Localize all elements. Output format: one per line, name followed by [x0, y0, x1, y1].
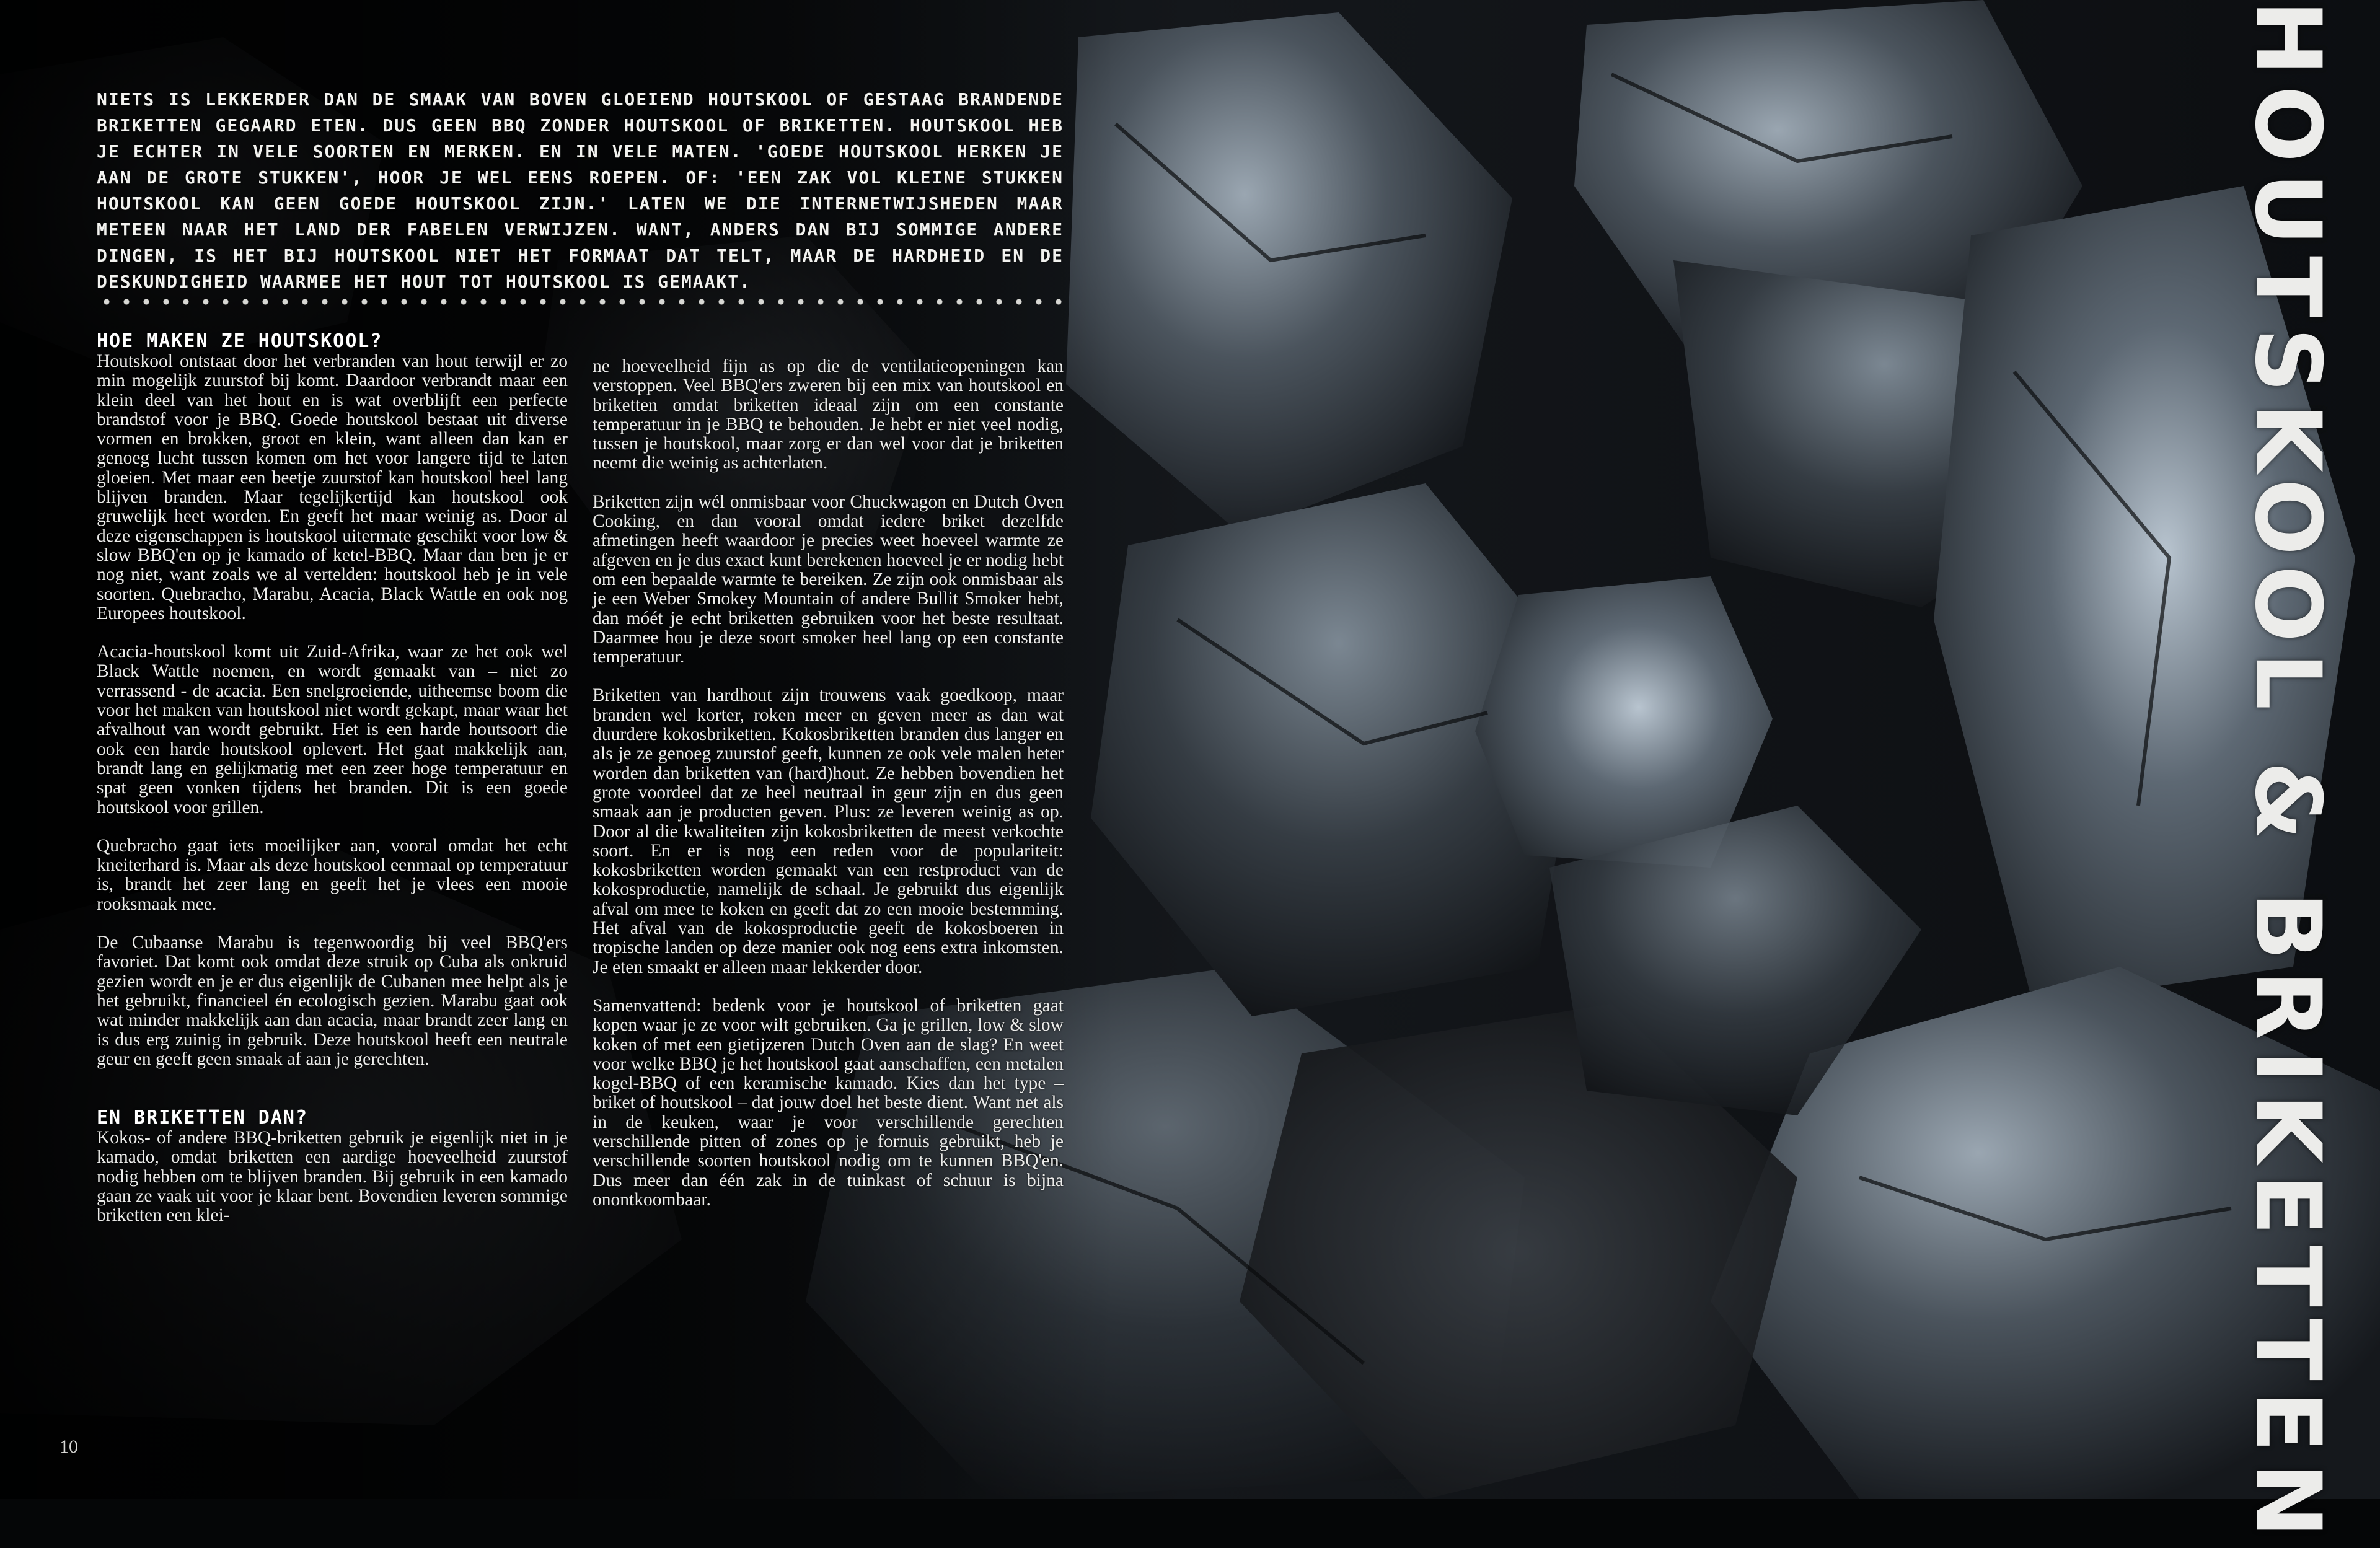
paragraph: Briketten zijn wél onmisbaar voor Chuckwagon en Dutch Oven Cooking, en dan vooral omdat iedere briket dezelfde afmetingen heeft waardoor je precies weet hoeveel warmte ze afgeven en je dus exact kunt berekenen hoeveel je er nodig hebt om een bepaalde warmte te bereiken. Ze zijn ook onmisbaar als je een Weber Smokey Mountain of andere Bullit Smoker hebt, dan móét je echt briketten gebruiken voor het beste resultaat. Daarmee hou je deze soort smoker heel lang op een constante temperatuur.	[593, 491, 1064, 667]
paragraph: ne hoeveelheid fijn as op die de ventilatieopeningen kan verstoppen. Veel BBQ'ers zweren bij een mix van houtskool en briketten omdat briketten ideaal zijn om een constante temperatuur in je BBQ te behouden. Je hebt er niet veel nodig, tussen je houtskool, maar zorg er dan wel voor dat je briketten neemt die weinig as achterlaten.	[593, 356, 1064, 473]
paragraph: Briketten van hardhout zijn trouwens vaak goedkoop, maar branden wel korter, roken meer en geven meer as dan wat duurdere kokosbriketten. Kokosbriketten branden dus langer en als je ze genoeg zuurstof geeft, kunnen ze ook vele malen heter worden dan briketten van (hard)hout. Ze hebben bovendien het grote voordeel dat ze heel neutraal in geur zijn en dus geen smaak aan je producten geven. Plus: ze leveren weinig as op. Door al die kwaliteiten zijn kokosbriketten de meest verkochte soort. En er is nog een reden voor de populariteit: kokosbriketten worden gemaakt van een restproduct van de kokosproductie, namelijk de schaal. Je gebruikt dus eigenlijk afval om mee te koken en geeft dat zo een mooie bestemming. Het afval van de kokosproductie geeft de kokosboeren in tropische landen op deze manier ook nog eens extra inkomsten. Je eten smaakt er alleen maar lekkerder door.	[593, 685, 1064, 977]
section-heading-houtskool: HOE MAKEN ZE HOUTSKOOL?	[97, 330, 383, 352]
paragraph: De Cubaanse Marabu is tegenwoordig bij veel BBQ'ers favoriet. Dat komt ook omdat deze struik op Cuba als onkruid gezien wordt en je er dus eigenlijk de Cubanen mee helpt als je het gebruikt, financieel én ecologisch gezien. Marabu gaat ook wat minder makkelijk aan dan acacia, maar brandt zeer lang en is dus erg zuinig in gebruik. Deze houtskool heeft een neutrale geur en geeft geen smaak af aan je gerechten.	[97, 933, 568, 1069]
paragraph: Quebracho gaat iets moeilijker aan, vooral omdat het echt kneiterhard is. Maar als deze houtskool eenmaal op temperatuur is, brandt het zeer lang en geeft het je vlees een mooie rooksmaak mee.	[97, 835, 568, 914]
page-title-vertical: HOUTSKOOL & BRIKETTEN	[2235, 0, 2340, 1548]
left-column	[97, 331, 568, 1245]
paragraph: Acacia-houtskool komt uit Zuid-Afrika, waar ze het ook wel Black Wattle noemen, en wordt gemaakt van – niet zo verrassend - de acacia. Een snelgroeiende, uitheemse boom die voor het maken van houtskool niet wordt gekapt, maar waar het afvalhout van wordt gebruikt. Het is een harde houtsoort die ook een harde houtskool oplevert. Het gaat makkelijk aan, brandt lang en gelijkmatig met een zeer hoge temperatuur en spat geen vonken tijdens het branden. Dit is een goede houtskool voor grillen.	[97, 642, 568, 817]
paragraph: Kokos- of andere BBQ-briketten gebruik je eigenlijk niet in je kamado, omdat briketten een aardige hoeveelheid zuurstof nodig hebben om te blijven branden. Bij gebruik in een kamado gaan ze vaak uit voor je klaar bent. Bovendien leveren sommige briketten een klei-	[97, 1128, 568, 1226]
right-column	[593, 357, 1064, 1229]
page-number: 10	[60, 1436, 78, 1457]
dotted-divider	[97, 297, 1064, 306]
section-heading-briketten: EN BRIKETTEN DAN?	[97, 1107, 309, 1129]
paragraph: Houtskool ontstaat door het verbranden van hout terwijl er zo min mogelijk zuurstof bij komt. Daardoor verbrandt maar een klein deel van het hout en is wat overblijft een perfecte brandstof voor je BBQ. Goede houtskool bestaat uit diverse vormen en brokken, groot en klein, want alleen dan kan er genoeg lucht tussen komen om het voor langere tijd te laten gloeien. Met maar een beetje zuurstof kan houtskool heel lang blijven branden. Maar tegelijkertijd kan houtskool ook gruwelijk heet worden. En geeft het maar weinig as. Door al deze eigenschappen is houtskool uitermate geschikt voor low & slow BBQ'en op je kamado of ketel-BBQ. Maar dan ben je er nog niet, want zoals we al vertelden: houtskool heb je in vele soorten. Quebracho, Marabu, Acacia, Black Wattle en ook nog Europees houtskool.	[97, 351, 568, 623]
intro-paragraph: NIETS IS LEKKERDER DAN DE SMAAK VAN BOVEN GLOEIEND HOUTSKOOL OF GESTAAG BRANDENDE BRIKETTEN GEGAARD ETEN. DUS GEEN BBQ ZONDER HOUTSKOOL OF BRIKETTEN. HOUTSKOOL HEB JE ECHTER IN VELE SOORTEN EN MERKEN. EN IN VELE MATEN. 'GOEDE HOUTSKOOL HERKEN JE AAN DE GROTE STUKKEN', HOOR JE WEL EENS ROEPEN. OF: 'EEN ZAK VOL KLEINE STUKKEN HOUTSKOOL KAN GEEN GOEDE HOUTSKOOL ZIJN.' LATEN WE DIE INTERNETWIJSHEDEN MAAR METEEN NAAR HET LAND DER FABELEN VERWIJZEN. WANT, ANDERS DAN BIJ SOMMIGE ANDERE DINGEN, IS HET BIJ HOUTSKOOL NIET HET FORMAAT DAT TELT, MAAR DE HARDHEID EN DE DESKUNDIGHEID WAARMEE HET HOUT TOT HOUTSKOOL IS GEMAAKT.	[97, 89, 1064, 292]
paragraph: Samenvattend: bedenk voor je houtskool of briketten gaat kopen waar je ze voor wilt gebruiken. Ga je grillen, low & slow koken of met een gietijzeren Dutch Oven aan de slag? En weet voor welke BBQ je het houtskool gaat aanschaffen, een metalen kogel-BBQ of een keramische kamado. Kies dan het type – briket of houtskool – dat jouw doel het beste dient. Want net als in de keuken, waar je voor verschillende gerechten verschillende pitten of zones op je fornuis gebruikt, heb je verschillende soorten houtskool nodig om te kunnen BBQ'en. Dus meer dan één zak in de tuinkast of schuur is bijna onontkoombaar.	[593, 995, 1064, 1210]
